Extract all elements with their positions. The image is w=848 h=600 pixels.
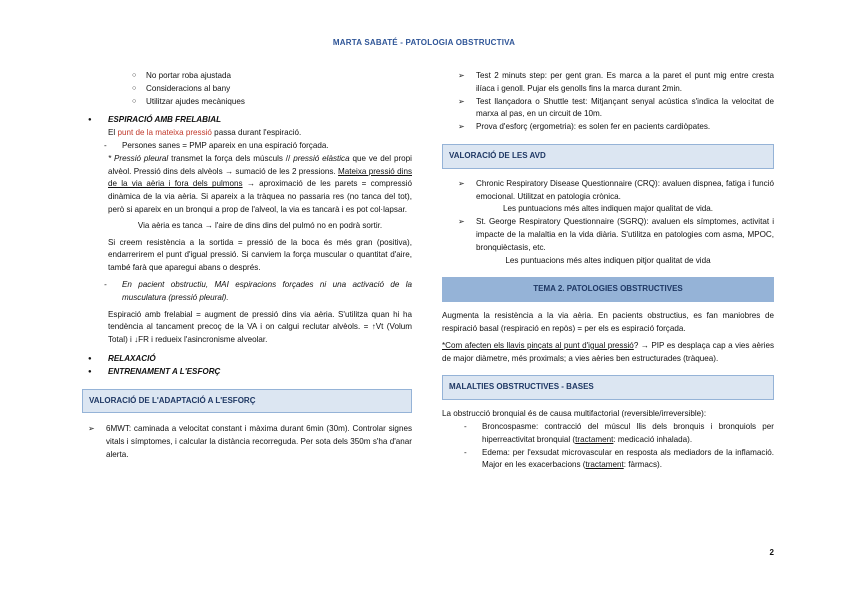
paragraph-resistencia: Si creem resistència a la sortida = pressió de la boca és més gran (positiva), endarrerirem el punt d'igual pressió. Si canviem la força muscular o quantitat d'aire, també farà que aparegui abans o després. [108, 237, 412, 273]
dash-item: - En pacient obstructiu, MAI espiracions forçades ni una activació de la musculatura (pressió pleural). [82, 279, 412, 305]
arrow-item: ➢ Prova d'esforç (ergometria): es solen fer en pacients cardiòpates. [458, 121, 774, 134]
page-number: 2 [769, 548, 774, 557]
dash-item: - Persones sanes = PMP apareix en una espiració forçada. [82, 140, 412, 153]
right-column [442, 70, 774, 472]
dash-item-broncospasme: - Broncospasme: contracció del múscul llis dels bronquis i bronquiols per hiperreactivitat bronquial (tractament: medicació inhalada). [442, 421, 774, 447]
list-item: ○ No portar roba ajustada [132, 70, 412, 83]
paragraph-frelabial: Espiració amb frelabial = augment de pressió dins via aèria. S'utilitza quan hi ha tendència al tancament precoç de la VA i on calgui reclutar alvèols. = ↑Vt (Volum Total) i ↓FR i redueix l'asincronisme alveolar. [108, 309, 412, 345]
note-sgrq: Les puntuacions més altes indiquen pitjor qualitat de vida [505, 255, 711, 265]
paragraph-llavis: *Com afecten els llavis pinçats al punt d'igual pressió? → PIP es desplaça cap a vies aèries de major diàmetre, més proximals; a vies aèries ben estructurades (tràquea). [442, 340, 774, 363]
arrow-item-6mwt: ➢ 6MWT: caminada a velocitat constant i màxima durant 6min (30m). Controlar signes vitals i símptomes, i calcular la distància recorreguda. Per sota dels 350m s'ha d'anar alerta. [88, 423, 412, 461]
paragraph-bases: La obstrucció bronquial és de causa multifactorial (reversible/irreversible): [442, 409, 707, 419]
paragraph-tema2: Augmenta la resistència a la via aèria. En pacients obstructius, es fan maniobres de respiració basal (respiració en repòs) = per els es espiració forçada. [442, 311, 774, 333]
arrow-item: ➢ Test 2 minuts step: per gent gran. Es marca a la paret el punt mig entre cresta ilíaca i genoll. Pujar els genolls fins la marca durant 2min. [458, 70, 774, 96]
section-header-tema2: TEMA 2. PATOLOGIES OBSTRUCTIVES [442, 277, 774, 302]
bullet-espiracio: ● ESPIRACIÓ AMB FRELABIAL [82, 114, 412, 127]
arrow-item-crq: ➢ Chronic Respiratory Disease Questionnaire (CRQ): avaluen dispnea, fatiga i funció emocional. Utilitzat en patologia crònica. [458, 178, 774, 204]
section-header-avd: VALORACIÓ DE LES AVD [442, 144, 774, 169]
arrow-item-sgrq: ➢ St. George Respiratory Questionnaire (SGRQ): avaluen els símptomes, activitat i impacte de la malaltia en la vida diària. S'utilitza en patologies com asma, MPOC, bronquièctasis, etc. [458, 216, 774, 254]
section-header-bases: MALALTIES OBSTRUCTIVES - BASES [442, 375, 774, 400]
list-item: ○ Consideracions al bany [132, 83, 412, 96]
note-crq: Les puntuacions més altes indiquen major qualitat de vida. [502, 204, 714, 214]
page-header: MARTA SABATÉ - PATOLOGIA OBSTRUCTIVA [332, 38, 516, 47]
paragraph-pressio-pleural: * Pressió pleural transmet la força dels músculs // pressió elàstica que ve del propi alvèol. Pressió dins dels alvèols → sumació de les 2 pressions. Mateixa pressió dins de la via aèria i fora dels pulmons → aproximació de les parets = compressió dinàmica de la via aèria. Si apareix a la tràquea no passaria res (no tanca del tot), però si apareix en un bronqui a prop de l'alveol, la via es tancarà i es pot col·lapsar. [108, 153, 412, 214]
bullet-entrenament: ● ENTRENAMENT A L'ESFORÇ [82, 366, 412, 379]
dash-item-edema: - Edema: per l'exsudat microvascular en resposta als mediadors de la inflamació. Major en les exacerbacions (tractament: fàrmacs). [442, 447, 774, 473]
arrow-item: ➢ Test llançadora o Shuttle test: Mitjançant senyal acústica s'indica la velocitat de marxa al pas, en un circuit de 10m. [458, 96, 774, 122]
section-header-adaptacio: VALORACIÓ DE L'ADAPTACIÓ A L'ESFORÇ [82, 389, 412, 414]
paragraph-punt-pressio: El punt de la mateixa pressió passa durant l'espiració. [108, 128, 302, 138]
bullet-relaxacio: ● RELAXACIÓ [82, 353, 412, 366]
paragraph-via-aeria: Via aèria es tanca → l'aire de dins dins del pulmó no en podrà sortir. [137, 220, 383, 230]
circle-list [82, 70, 412, 108]
left-column [82, 70, 412, 462]
list-item: ○ Utilitzar ajudes mecàniques [132, 96, 412, 109]
